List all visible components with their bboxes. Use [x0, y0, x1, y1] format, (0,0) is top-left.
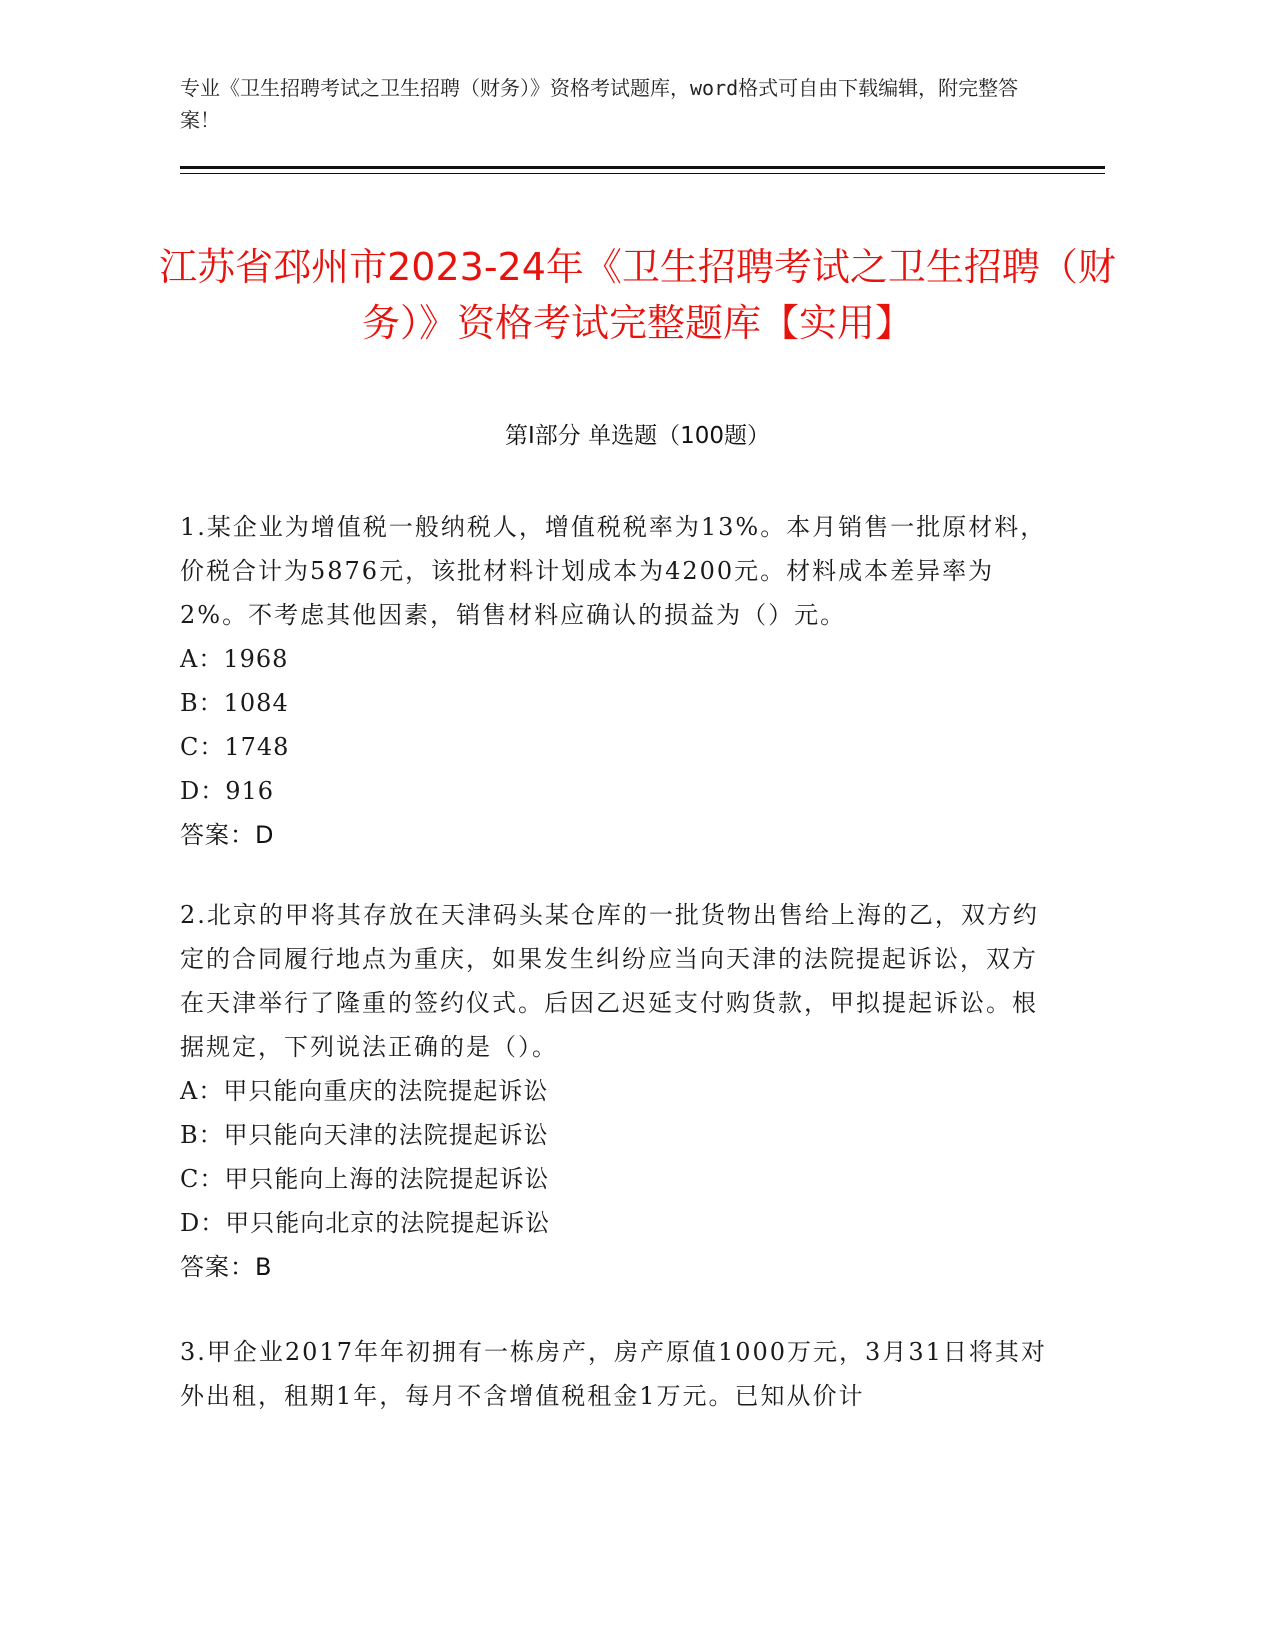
section-heading: 第I部分 单选题（100题） — [505, 423, 770, 449]
option-c: C：甲只能向上海的法院提起诉讼 — [180, 1165, 550, 1193]
answer-line: 答案：B — [180, 1253, 273, 1281]
option-b: B：1084 — [180, 689, 289, 717]
question-stem: 1.某企业为增值税一般纳税人，增值税税率为13%。本月销售一批原材料，价税合计为5876元，该批材料计划成本为4200元。材料成本差异率为2%。不考虑其他因素，销售材料应确认的损益为（）元。 — [180, 513, 1047, 629]
option-b: B：甲只能向天津的法院提起诉讼 — [180, 1121, 549, 1149]
question-2 — [180, 893, 1050, 1289]
question-3 — [180, 1330, 1050, 1418]
option-c: C：1748 — [180, 733, 290, 761]
document-title: 江苏省邳州市2023-24年《卫生招聘考试之卫生招聘（财务）》资格考试完整题库【实用】 — [159, 245, 1116, 346]
question-stem: 3.甲企业2017年年初拥有一栋房产，房产原值1000万元，3月31日将其对外出租，租期1年，每月不含增值税租金1万元。已知从价计 — [180, 1338, 1047, 1410]
question-1 — [180, 505, 1050, 857]
option-d: D：甲只能向北京的法院提起诉讼 — [180, 1209, 551, 1237]
option-a: A：1968 — [180, 645, 289, 673]
answer-line: 答案：D — [180, 821, 275, 849]
option-d: D：916 — [180, 777, 275, 805]
option-a: A：甲只能向重庆的法院提起诉讼 — [180, 1077, 549, 1105]
question-stem: 2.北京的甲将其存放在天津码头某仓库的一批货物出售给上海的乙，双方约定的合同履行地点为重庆，如果发生纠纷应当向天津的法院提起诉讼，双方在天津举行了隆重的签约仪式。后因乙迟延支付购货款，甲拟提起诉讼。根据规定，下列说法正确的是（）。 — [180, 901, 1039, 1061]
header-divider-thick — [180, 166, 1105, 169]
header-divider-thin — [180, 173, 1105, 174]
header-note: 专业《卫生招聘考试之卫生招聘（财务）》资格考试题库，word格式可自由下载编辑，附完整答案！ — [180, 76, 1019, 132]
